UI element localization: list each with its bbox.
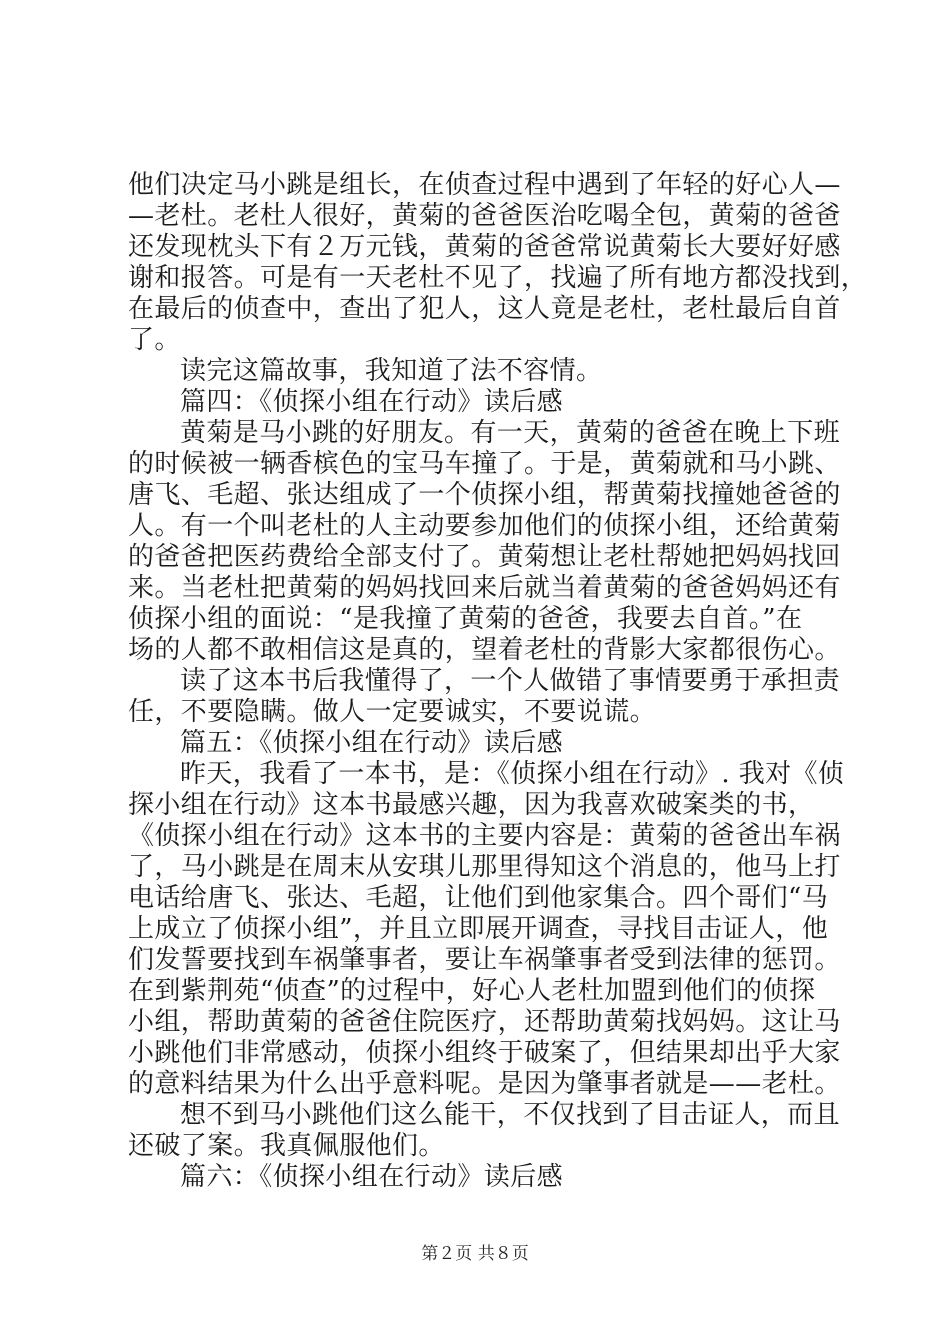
text-line: 读了这本书后我懂得了，一个人做错了事情要勇于承担责 bbox=[180, 666, 841, 696]
text-line: 篇四：《侦探小组在行动》读后感 bbox=[180, 387, 564, 417]
text-line: 小组，帮助黄菊的爸爸住院医疗，还帮助黄菊找妈妈。这让马 bbox=[128, 1007, 841, 1037]
text-line: 在到紫荆苑“侦查”的过程中，好心人老杜加盟到他们的侦探 bbox=[128, 976, 816, 1006]
text-line: 在最后的侦查中，查出了犯人，这人竟是老杜，老杜最后自首 bbox=[128, 294, 841, 324]
text-line: 的意料结果为什么出乎意料呢。是因为肇事者就是——老杜。 bbox=[128, 1069, 841, 1099]
page-footer: 第２页 共８页 bbox=[421, 1244, 529, 1264]
text-line: 探小组在行动》这本书最感兴趣，因为我喜欢破案类的书， bbox=[128, 790, 815, 820]
text-line: 的时候被一辆香槟色的宝马车撞了。于是，黄菊就和马小跳、 bbox=[128, 449, 841, 479]
text-line: 任，不要隐瞒。做人一定要诚实，不要说谎。 bbox=[128, 697, 657, 727]
text-line: 电话给唐飞、张达、毛超，让他们到他家集合。四个哥们“马 bbox=[128, 883, 829, 913]
text-line: 他们决定马小跳是组长，在侦查过程中遇到了年轻的好心人— bbox=[128, 170, 841, 200]
text-line: 想不到马小跳他们这么能干，不仅找到了目击证人，而且 bbox=[180, 1100, 841, 1130]
text-line: 还发现枕头下有２万元钱，黄菊的爸爸常说黄菊长大要好好感 bbox=[128, 232, 841, 262]
document-body bbox=[128, 170, 868, 1193]
text-line: 《侦探小组在行动》这本书的主要内容是：黄菊的爸爸出车祸 bbox=[128, 821, 841, 851]
text-line: 人。有一个叫老杜的人主动要参加他们的侦探小组，还给黄菊 bbox=[128, 511, 841, 541]
text-line: 还破了案。我真佩服他们。 bbox=[128, 1131, 445, 1161]
text-line: 的爸爸把医药费给全部支付了。黄菊想让老杜帮她把妈妈找回 bbox=[128, 542, 841, 572]
text-line: 了。 bbox=[128, 325, 181, 355]
text-line: 们发誓要找到车祸肇事者，要让车祸肇事者受到法律的惩罚。 bbox=[128, 945, 841, 975]
text-line: —老杜。老杜人很好，黄菊的爸爸医治吃喝全包，黄菊的爸爸 bbox=[128, 201, 841, 231]
text-line: 来。当老杜把黄菊的妈妈找回来后就当着黄菊的爸爸妈妈还有 bbox=[128, 573, 841, 603]
text-line: 侦探小组的面说：“是我撞了黄菊的爸爸，我要去自首。”在 bbox=[128, 604, 803, 634]
text-line: 黄菊是马小跳的好朋友。有一天，黄菊的爸爸在晚上下班 bbox=[180, 418, 841, 448]
text-line: 了，马小跳是在周末从安琪儿那里得知这个消息的，他马上打 bbox=[128, 852, 841, 882]
text-line: 上成立了侦探小组”，并且立即展开调查，寻找目击证人，他 bbox=[128, 914, 829, 944]
text-line: 篇六：《侦探小组在行动》读后感 bbox=[180, 1162, 564, 1192]
text-line: 小跳他们非常感动，侦探小组终于破案了，但结果却出乎大家 bbox=[128, 1038, 841, 1068]
text-line: 昨天，我看了一本书，是：《侦探小组在行动》. 我对《侦 bbox=[180, 759, 845, 789]
text-line: 篇五：《侦探小组在行动》读后感 bbox=[180, 728, 564, 758]
text-line: 谢和报答。可是有一天老杜不见了，找遍了所有地方都没找到， bbox=[128, 263, 868, 293]
text-line: 读完这篇故事，我知道了法不容情。 bbox=[180, 356, 603, 386]
text-line: 场的人都不敢相信这是真的，望着老杜的背影大家都很伤心。 bbox=[128, 635, 841, 665]
text-line: 唐飞、毛超、张达组成了一个侦探小组，帮黄菊找撞她爸爸的 bbox=[128, 480, 841, 510]
